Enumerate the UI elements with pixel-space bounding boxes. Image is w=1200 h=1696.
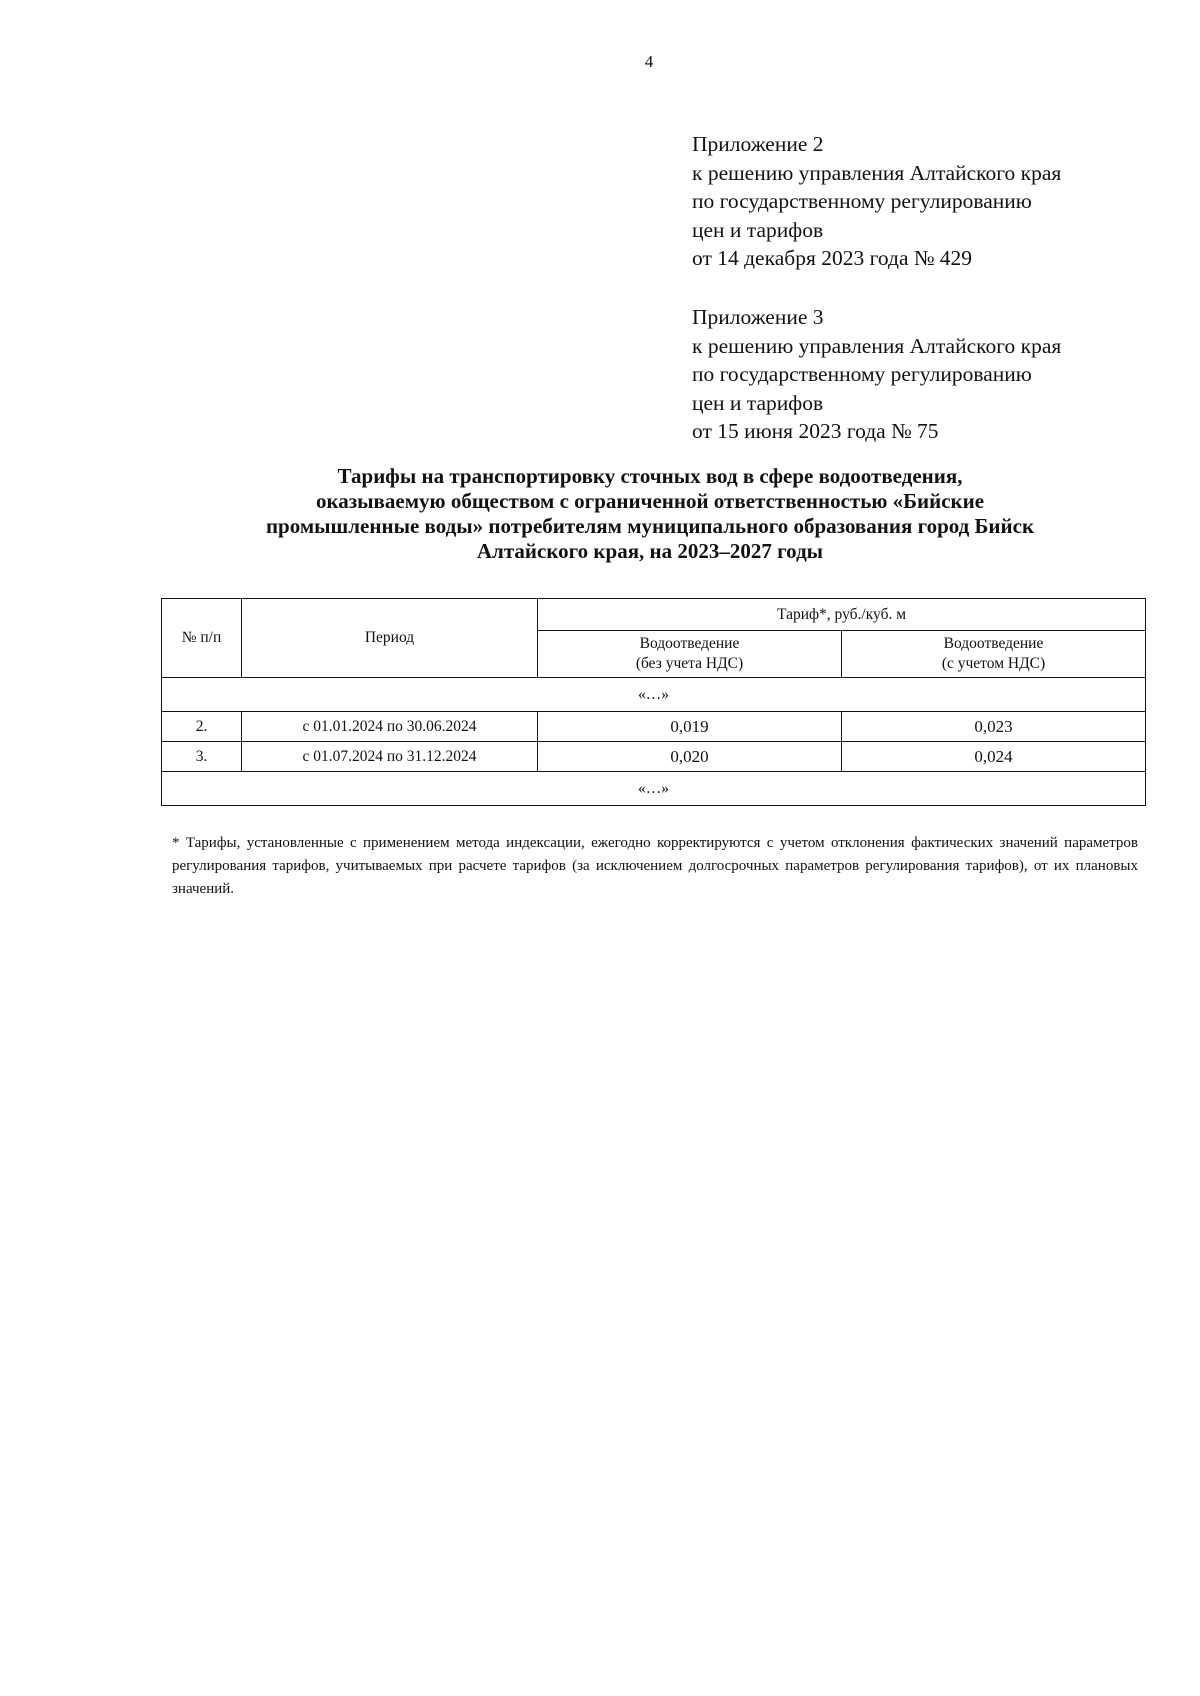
title-line: Тарифы на транспортировку сточных вод в сфере водоотведения, — [337, 464, 963, 488]
appendix-line: цен и тарифов — [692, 390, 824, 415]
row-tariff-without-vat: 0,019 — [538, 712, 842, 742]
document-title — [150, 464, 1150, 564]
appendix-line: Приложение 2 — [692, 132, 824, 156]
title-line: Алтайского края, на 2023–2027 годы — [476, 539, 824, 563]
table-row — [162, 742, 1146, 772]
appendix-3-header — [692, 303, 1152, 446]
appendix-line: от 14 декабря 2023 года № 429 — [692, 246, 972, 270]
header-with-vat-line1: Водоотведение — [943, 635, 1044, 652]
appendix-line: по государственному регулированию — [692, 362, 1032, 386]
header-without-vat-line2: (без учета НДС) — [635, 655, 744, 672]
appendix-2-header — [692, 130, 1152, 273]
header-tariff: Тариф*, руб./куб. м — [538, 599, 1146, 631]
row-tariff-with-vat: 0,024 — [842, 742, 1146, 772]
tariff-table — [161, 598, 1146, 806]
appendix-line: от 15 июня 2023 года № 75 — [692, 419, 939, 443]
row-tariff-with-vat: 0,023 — [842, 712, 1146, 742]
appendix-line: по государственному регулированию — [692, 189, 1032, 213]
table-ellipsis-row — [162, 772, 1146, 806]
page-number: 4 — [644, 52, 654, 71]
table-header-row — [162, 599, 1146, 631]
row-num: 2. — [162, 712, 242, 742]
header-num: № п/п — [162, 599, 242, 678]
footnote: * Тарифы, установленные с применением метода индексации, ежегодно корректируются с учетом отклонения фактических значений параметров регулирования тарифов, учитываемых при расчете тарифов (за исключением долгосрочных параметров регулирования тарифов), от их плановых значений. — [172, 835, 1138, 897]
ellipsis-cell: «…» — [162, 772, 1146, 806]
title-line: оказываемую обществом с ограниченной ответственностью «Бийские — [315, 489, 985, 513]
table-row — [162, 712, 1146, 742]
header-with-vat — [842, 631, 1146, 678]
table-ellipsis-row — [162, 678, 1146, 712]
appendix-line: к решению управления Алтайского края — [692, 333, 1062, 358]
header-without-vat — [538, 631, 842, 678]
row-period: с 01.07.2024 по 31.12.2024 — [242, 742, 538, 772]
header-with-vat-line2: (с учетом НДС) — [941, 655, 1046, 672]
row-tariff-without-vat: 0,020 — [538, 742, 842, 772]
appendix-line: цен и тарифов — [692, 217, 824, 242]
ellipsis-cell: «…» — [162, 678, 1146, 712]
header-period: Период — [242, 599, 538, 678]
row-num: 3. — [162, 742, 242, 772]
header-without-vat-line1: Водоотведение — [639, 635, 740, 652]
row-period: с 01.01.2024 по 30.06.2024 — [242, 712, 538, 742]
appendix-line: Приложение 3 — [692, 305, 824, 329]
title-line: промышленные воды» потребителям муниципального образования город Бийск — [265, 514, 1035, 538]
appendix-line: к решению управления Алтайского края — [692, 160, 1062, 185]
